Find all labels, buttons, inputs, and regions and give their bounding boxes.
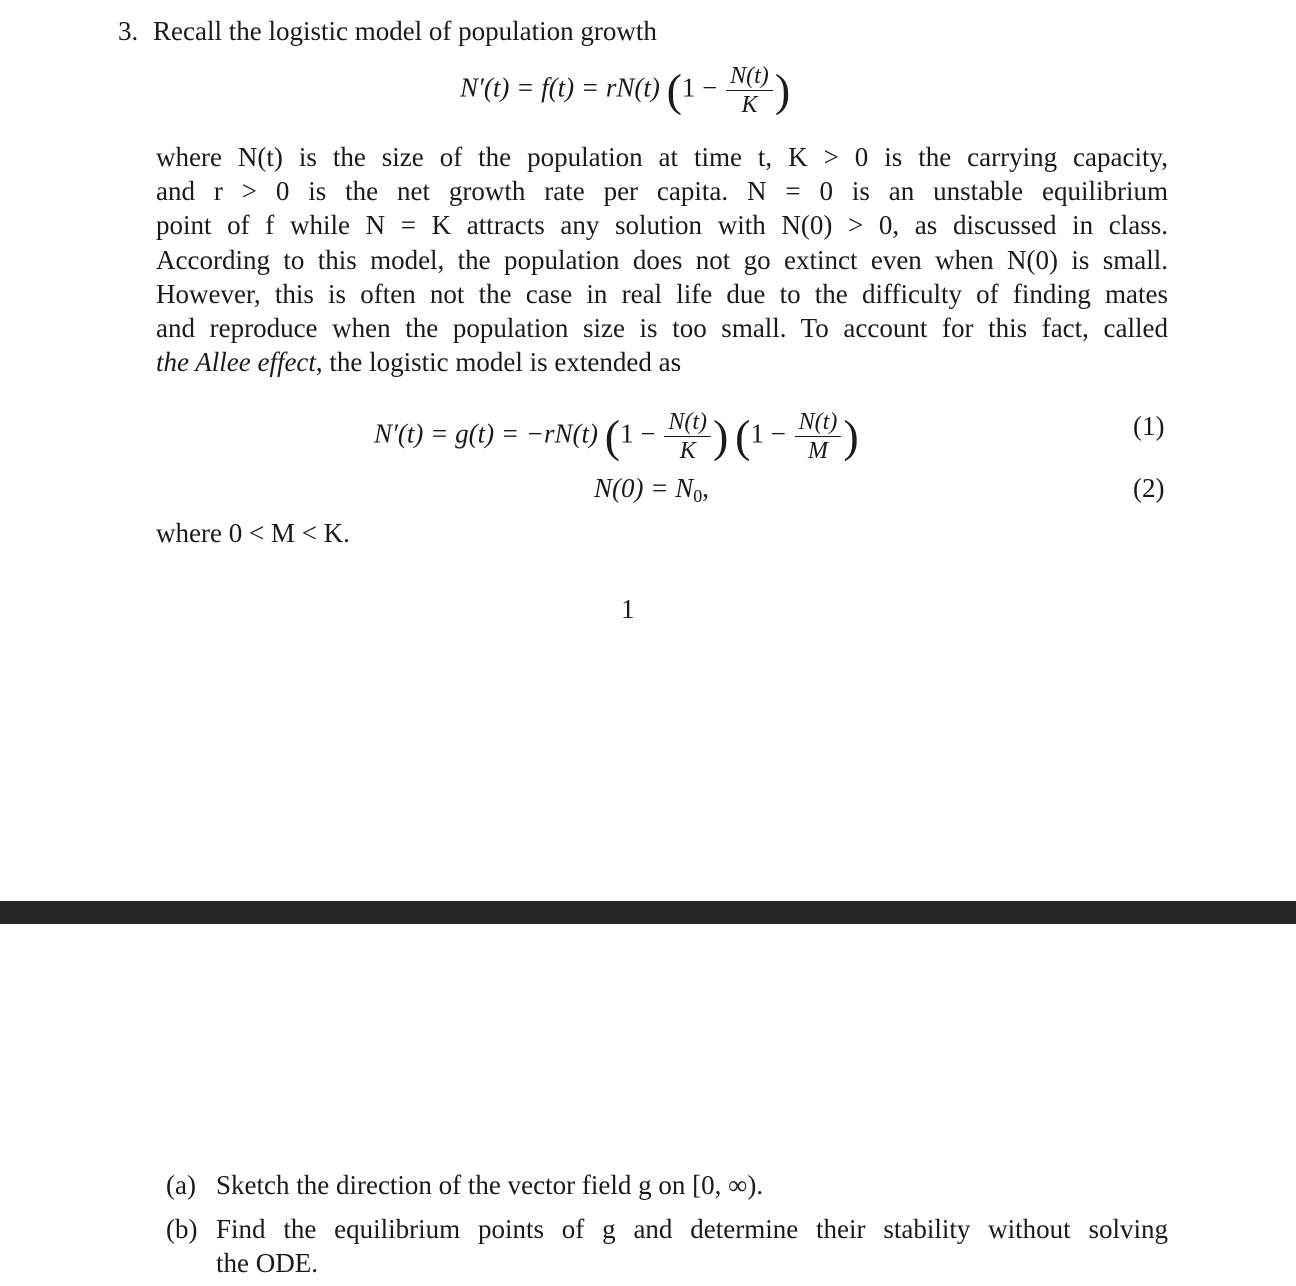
allee-denominator-k: K [679,438,696,464]
allee-one-minus-a: 1 − [620,418,656,449]
initial-condition-equation [594,471,709,513]
allee-fraction-m [795,408,842,465]
paren-open-a: ( [604,410,621,462]
subpart-a-label: (a) [166,1170,196,1200]
paragraph-line-7 [156,345,681,379]
problem-intro: Recall the logistic model of population growth [153,16,657,46]
paragraph-line-1: where N(t) is the size of the population at time t, K > 0 is the carrying capacity, [156,142,1168,172]
allee-numerator-k: N(t) [664,408,711,437]
paren-close-a: ) [713,410,729,462]
paragraph-line-3: point of f while N = K attracts any solution with N(0) > 0, as discussed in class. [156,210,1168,240]
allee-numerator-m: N(t) [795,408,842,437]
parameter-condition: where 0 < M < K. [156,518,350,548]
allee-lhs: N′(t) = g(t) = −rN(t) [374,418,599,449]
page-separator [0,901,1296,924]
page-number: 1 [621,594,635,624]
paren-open-b: ( [735,410,751,462]
logistic-lhs: N′(t) = f(t) = rN(t) [460,72,660,103]
paren-open: ( [666,64,682,116]
initial-condition-comma: , [702,473,709,503]
logistic-one-minus: 1 − [681,72,718,103]
subpart-b-text: Find the equilibrium points of g and determine their stability without solving [216,1214,1168,1244]
paragraph-line-2: and r > 0 is the net growth rate per capita. N = 0 is an unstable equilibrium [156,176,1168,206]
initial-condition-subscript: 0 [693,486,703,506]
allee-one-minus-b: 1 − [750,418,786,449]
logistic-denominator: K [741,92,758,118]
logistic-fraction [726,62,773,119]
logistic-equation [460,62,790,119]
paragraph-line-7-rest: , the logistic model is extended as [315,347,682,377]
paren-close-b: ) [843,410,859,462]
paren-close: ) [774,64,791,116]
equation-label-1: (1) [1133,411,1165,441]
initial-condition-text: N(0) = N [594,473,694,503]
subpart-a-text: Sketch the direction of the vector field g on [0, ∞). [216,1170,764,1200]
subpart-b-continuation: the ODE. [216,1248,318,1278]
equation-label-2: (2) [1133,473,1165,503]
logistic-numerator: N(t) [726,62,773,91]
allee-effect-term: the Allee effect [156,347,316,377]
allee-equation [374,408,859,465]
paragraph-line-4: According to this model, the population does not go extinct even when N(0) is small. [156,245,1168,275]
problem-number: 3. [118,16,139,46]
allee-fraction-k [664,408,711,465]
problem-heading [118,14,657,48]
paragraph-line-5: However, this is often not the case in real life due to the difficulty of finding mates [156,279,1168,309]
paragraph-line-6: and reproduce when the population size is too small. To account for this fact, called [156,313,1168,343]
allee-denominator-m: M [808,438,828,464]
subpart-b-label: (b) [166,1214,198,1244]
